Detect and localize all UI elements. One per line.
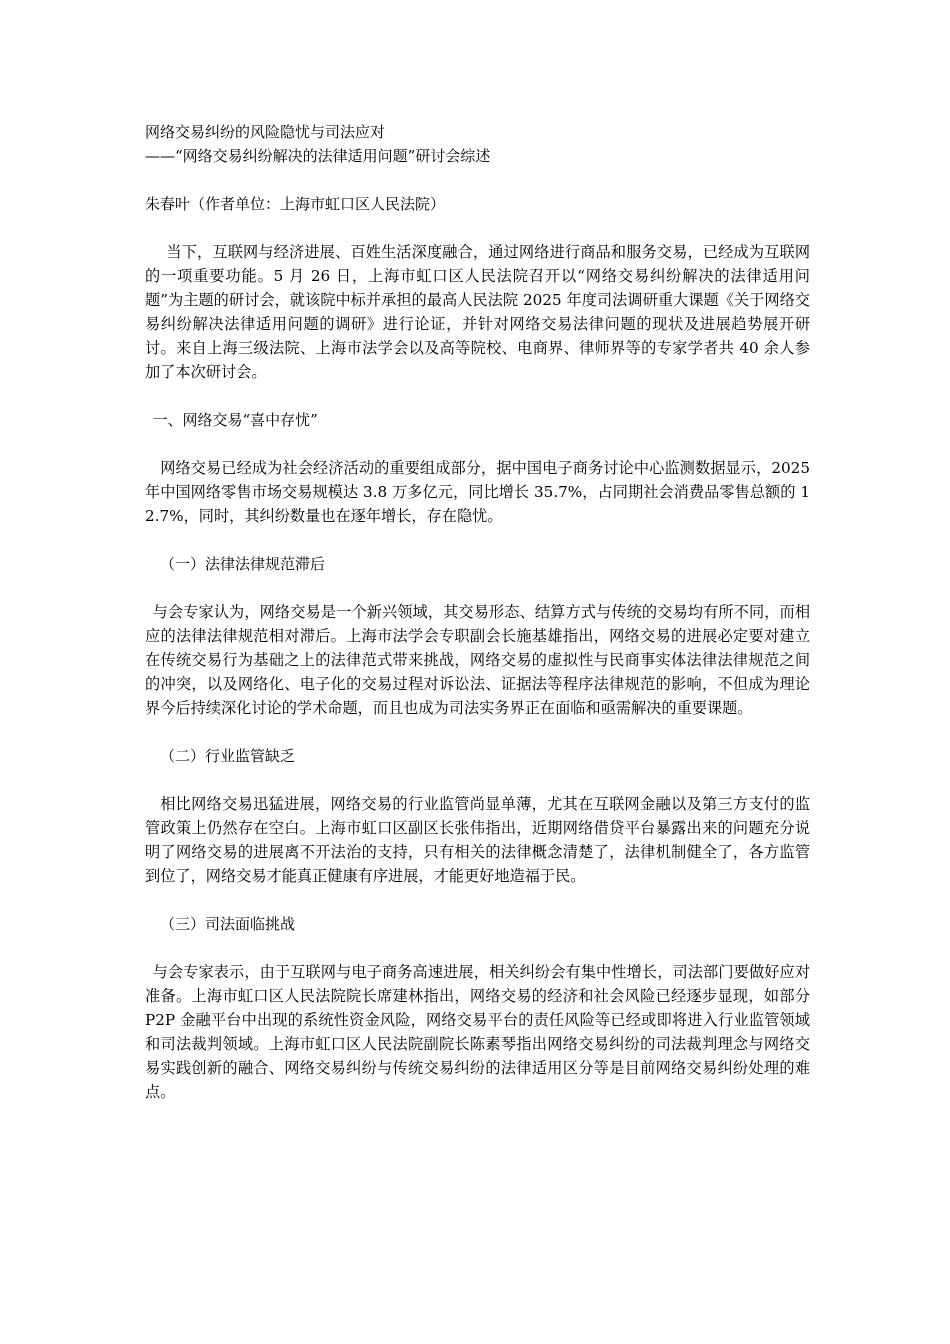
subsection-1-heading: （一）法律法律规范滞后: [160, 555, 326, 573]
subsection-2-paragraph: 相比网络交易迅猛进展，网络交易的行业监管尚显单薄，尤其在互联网金融以及第三方支付的监管政策上仍然存在空白。上海市虹口区副区长张伟指出，近期网络借贷平台暴露出来的问题充分说明了网络交易的进展离不开法治的支持，只有相关的法律概念清楚了，法律机制健全了，各方监管到位了，网络交易才能真正健康有序进展，才能更好地造福于民。: [145, 795, 810, 885]
section-1-paragraph: 网络交易已经成为社会经济活动的重要组成部分，据中国电子商务讨论中心监测数据显示，2025 年中国网络零售市场交易规模达 3.8 万多亿元，同比增长 35.7%，占同期社会消费品零售总额的 12.7%，同时，其纠纷数量也在逐年增长，存在隐忧。: [145, 459, 810, 525]
subsection-3-paragraph: 与会专家表示，由于互联网与电子商务高速进展，相关纠纷会有集中性增长，司法部门要做好应对准备。上海市虹口区人民法院院长席建林指出，网络交易的经济和社会风险已经逐步显现，如部分 P2P 金融平台中出现的系统性资金风险，网络交易平台的责任风险等已经或即将进入行业监管领域和司法裁判领域。上海市虹口区人民法院副院长陈素琴指出网络交易纠纷的司法裁判理念与网络交易实践创新的融合、网络交易纠纷与传统交易纠纷的法律适用区分等是目前网络交易纠纷处理的难点。: [145, 963, 810, 1101]
document-page: [145, 120, 810, 1104]
document-subtitle: ——“网络交易纠纷解决的法律适用问题”研讨会综述: [145, 147, 491, 165]
document-title: 网络交易纠纷的风险隐忧与司法应对: [145, 123, 386, 141]
intro-paragraph: 当下，互联网与经济进展、百姓生活深度融合，通过网络进行商品和服务交易，已经成为互联网的一项重要功能。5 月 26 日，上海市虹口区人民法院召开以“网络交易纠纷解决的法律适用问题”为主题的研讨会，就该院中标并承担的最高人民法院 2025 年度司法调研重大课题《关于网络交易纠纷解决法律适用问题的调研》进行论证，并针对网络交易法律问题的现状及进展趋势展开研讨。来自上海三级法院、上海市法学会以及高等院校、电商界、律师界等的专家学者共 40 余人参加了本次研讨会。: [145, 243, 810, 381]
author-line: 朱春叶（作者单位：上海市虹口区人民法院）: [145, 195, 446, 213]
subsection-1-paragraph: 与会专家认为，网络交易是一个新兴领域，其交易形态、结算方式与传统的交易均有所不同，而相应的法律法律规范相对滞后。上海市法学会专职副会长施基雄指出，网络交易的进展必定要对建立在传统交易行为基础之上的法律范式带来挑战，网络交易的虚拟性与民商事实体法律法律规范之间的冲突，以及网络化、电子化的交易过程对诉讼法、证据法等程序法律规范的影响，不但成为理论界今后持续深化讨论的学术命题，而且也成为司法实务界正在面临和亟需解决的重要课题。: [145, 603, 810, 717]
section-1-heading: 一、网络交易“喜中存忧”: [152, 411, 318, 429]
subsection-3-heading: （三）司法面临挑战: [160, 915, 296, 933]
subsection-2-heading: （二）行业监管缺乏: [160, 747, 296, 765]
